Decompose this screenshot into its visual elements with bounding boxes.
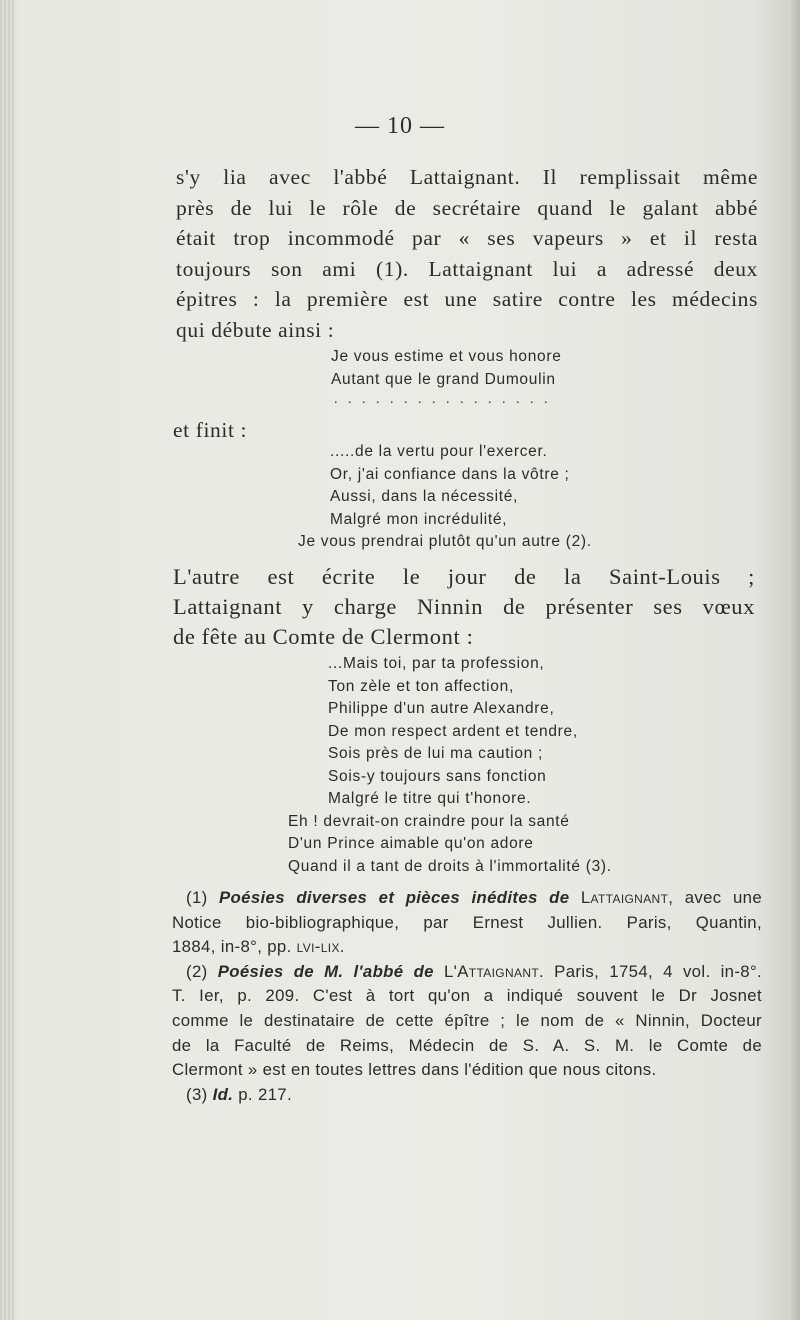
verse-line: Je vous prendrai plutôt qu'un autre (2). <box>298 533 592 550</box>
verse-line: De mon respect ardent et tendre, <box>328 722 578 740</box>
ellipsis-row: ................ <box>334 392 558 407</box>
verse-quote-1 <box>331 346 562 391</box>
verse-line: Quand il a tant de droits à l'immortalité (3). <box>288 857 612 875</box>
paragraph-intro <box>176 162 758 345</box>
verse-line: Sois-y toujours sans fonction <box>328 767 547 785</box>
footnotes <box>172 886 762 1107</box>
footnote-line: de la Faculté de Reims, Médecin de S. A. S. M. le Comte de <box>172 1035 762 1055</box>
verse-line: Philippe d'un autre Alexandre, <box>328 700 555 717</box>
footnote-2 <box>172 960 762 985</box>
text-line: et finit : <box>173 418 248 442</box>
text-line: était trop incommodé par « ses vapeurs » et il resta <box>176 226 758 250</box>
footnote-line: T. Ier, p. 209. C'est à tort qu'on a indiqué souvent le Dr Josnet <box>172 986 762 1006</box>
verse-line: D'un Prince aimable qu'on adore <box>288 835 534 852</box>
footnote-line: Notice bio-bibliographique, par Ernest Jullien. Paris, Quantin, <box>172 912 762 932</box>
footnote-pages: lvi-lix. <box>296 937 345 957</box>
footnote-3 <box>172 1083 762 1108</box>
verse-line: Ton zèle et ton affection, <box>328 677 514 695</box>
text-line: de fête au Comte de Clermont : <box>173 624 474 649</box>
text-line: toujours son ami (1). Lattaignant lui a adressé deux <box>176 256 758 281</box>
footnote-title: Id. <box>212 1084 234 1104</box>
footnote-mark: (1) <box>186 888 208 907</box>
page-outer-edge <box>788 0 800 1320</box>
footnote-author: L'Attaignant <box>444 961 540 981</box>
verse-line: ...Mais toi, par ta profession, <box>328 655 545 672</box>
footnote-text: , avec une <box>668 888 763 907</box>
verse-quote-2 <box>298 441 592 554</box>
text-line: L'autre est écrite le jour de la Saint-Louis ; <box>173 564 755 589</box>
verse-quote-3 <box>288 653 612 878</box>
footnote-line: Clermont » est en toutes lettres dans l'édition que nous citons. <box>172 1060 657 1080</box>
text-line: près de lui le rôle de secrétaire quand le galant abbé <box>176 195 758 220</box>
verse-line: Je vous estime et vous honore <box>331 348 562 365</box>
footnote-text: p. 217. <box>238 1084 293 1104</box>
footnote-text: 1884, in-8°, pp. <box>172 937 292 957</box>
footnote-author: Lattaignant <box>580 888 669 907</box>
footnote-title: Poésies diverses et pièces inédites de <box>219 888 570 907</box>
verse-line: Malgré le titre qui t'honore. <box>328 790 532 807</box>
paragraph-second-epistle <box>173 562 755 652</box>
footnote-line: comme le destinataire de cette épître ; le nom de « Ninnin, Docteur <box>172 1010 762 1030</box>
text-line: Lattaignant y charge Ninnin de présenter ses vœux <box>173 594 755 619</box>
footnote-mark: (3) <box>186 1084 208 1104</box>
verse-line: Malgré mon incrédulité, <box>330 510 508 528</box>
verse-line: Aussi, dans la nécessité, <box>330 488 519 505</box>
text-line: qui débute ainsi : <box>176 317 335 342</box>
verse-line: Sois près de lui ma caution ; <box>328 745 544 762</box>
text-line: épitres : la première est une satire contre les médecins <box>176 287 758 311</box>
footnote-text: . Paris, 1754, 4 vol. in-8°. <box>539 961 763 981</box>
verse-line: Autant que le grand Dumoulin <box>331 370 556 388</box>
verse-line: Eh ! devrait-on craindre pour la santé <box>288 812 570 830</box>
page-number: — 10 — <box>355 113 445 139</box>
footnote-1 <box>172 886 762 911</box>
text-line: s'y lia avec l'abbé Lattaignant. Il remplissait même <box>176 165 758 189</box>
page-binding-edge <box>0 0 14 1320</box>
footnote-mark: (2) <box>186 961 208 981</box>
footnote-line <box>172 935 762 960</box>
verse-line: Or, j'ai confiance dans la vôtre ; <box>330 465 570 483</box>
footnote-title: Poésies de M. l'abbé de <box>217 961 434 981</box>
verse-line: .....de la vertu pour l'exercer. <box>330 443 548 460</box>
